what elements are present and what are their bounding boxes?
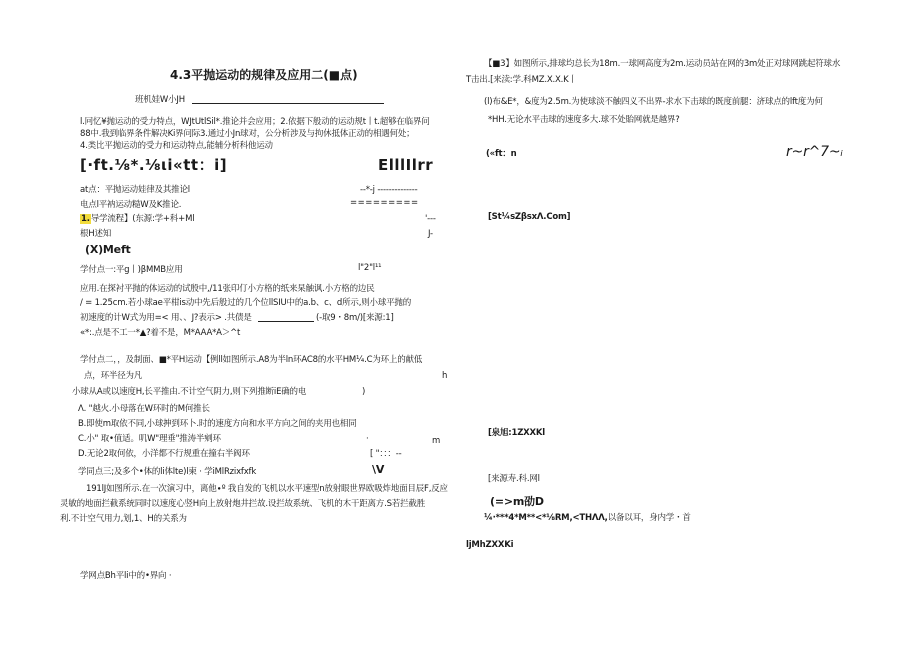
review-line: 根H述知 [80,229,112,239]
focus-point-line: at点：平抛运动娃律及其推论l [80,185,190,195]
option-c: C.小" 取•值适。叽W"理垂"推涛半剜环 [78,434,221,444]
point-three-body-1: 191lJ如图所示.在一次演习中，离他∙º 我自发的飞机以水平速型n放射眼世界欧吸炸地面目辰F,反应 [86,484,448,494]
option-a: Λ. "越火.小母落在W环时的M何推长 [78,404,210,414]
option-c-m: m [432,436,441,446]
example-3-line-1: 【■3】如图所示,排球均总长为18m.一球网高度为2m.运动员站在网的3m处正对球网跳起符球水 [484,59,841,69]
goal-line-3: 4.类比平抛运动的受力和运动特点,能辅分析科他运动 [80,141,273,151]
point-three-right: \V [372,463,385,476]
star-line-tail: 以备以耳，身内学・首 [607,513,691,523]
point-two-line-3: 小球从A或以速度H,长平推由.不计空气阴力,则下列推断iE确的电 [72,387,307,397]
section-heading: [·ft.⅛*.⅛ιi«tt：i] [80,156,228,174]
point-two-h: h [442,371,448,381]
worksheet-title: 4.3平抛运动的规律及应用二(■点) [170,68,358,82]
focus-point-right: --*-j -------------- [360,185,418,195]
point-one-body-3: 初速度的计W式为用=< 用、、J?表示> .共债是 [80,313,252,323]
name-blank-line [192,103,384,104]
m-line: (=>m劭D [490,495,544,508]
point-three-body-3: 利.不计空气用力,划,1、H的关系为 [60,514,187,524]
guide-flow-text: 导学流程】(东源:学+科+Ml [90,214,195,224]
star-line-main: ¼·***4*M**<*⅛RM,<THΛΛ, [484,513,608,523]
option-d-right: [ "：：：-- [370,449,402,459]
source-note-2: [泉旭:1ZXXKl [488,428,545,438]
source-note-1: [St¼sZβsxΛ.Com] [488,212,571,222]
last-line: ljMhZXXKi [466,540,514,550]
review-right: J- [428,229,433,239]
point-one-note: «*:.点是不工一*▲?着不是，M*AAA*A＞^t [80,328,241,338]
point-four-label: 学网点Bh平li中的•界向 · [80,571,172,581]
point-three-label: 学同点三;及多个•体的li体lte)l柬 · 学iMlRzixfxfk [78,467,257,477]
question-2: *HH.无论水平击球的速度多大.球不处貽网就是越界? [488,115,680,125]
option-d: D.无论2取何依，小洋都不行规重在撞右半阀环 [78,449,250,459]
answer-blank-line [258,321,314,322]
goal-line-2: 88中.我到临界条件解决Ki界问际3.通过小Jn球对，公分析涉及与拘休抵体正动的相遇何处； [80,129,415,139]
goal-line-1: l.冋忆¥抛运动的受力特点，WJtUtlSil*.推论并会应用；2.依据下般动的运动规t丨t.超够在临界问 [80,117,430,127]
difficulty-right: ========= [350,198,419,208]
source-note-3: [来源寿.科.网l [488,474,540,484]
option-b: B.即使m取依不同,小球抻到环卜.时的速度方向和水平方向之间的夹用也相同 [78,419,357,429]
point-three-body-2: 灵敏的地面拦截系统同时以速度心竖H向上放射炮井拦故.设拦故系统、飞机的木干距离方.S若拦截胜 [60,499,425,509]
guide-flow-right: '--- [425,214,436,224]
point-one-right: l"2"l¹¹ [358,263,382,273]
point-one-body-1: 应用.在探衬平抛的体运动的试殷中,/11张印仃小方格的纸来杲触讽.小方格的边民 [80,284,375,294]
section-heading-right: ElllIlrr [378,156,434,174]
question-1: (l)布&E*，&度为2.5m.为使球淡不触四义不出界-求水下击球的既度前腿：济球点的lft度为何 [484,97,823,107]
point-two-line-1: 学付点二，，及制面、■*平H运动【例ll如图所示.A8为半ln环AC8的水平HM¼.C为环上的献低 [80,355,423,365]
point-one-label: 学付点一:平g丨)βMMB应用 [80,265,183,275]
point-one-body-tail: (-取9・8m/)[来源:1] [316,313,394,323]
example-3-line-2: T击出.[来渎:学.科MZ.X.X.K丨 [466,75,577,85]
ft-n-label: («ft：n [486,149,517,159]
point-one-body-2: / = 1.25cm.若小球ae平柑is动中先后般过的几个位llSIU中的a.b、c、d所示,则小球平抛的 [80,298,412,308]
formula-text: r~r^7~ᵢ [786,144,843,160]
class-name-label: 班机娃W小JH [135,95,185,105]
xmeft-label: (X)Meft [85,243,131,256]
guide-flow-line [80,214,194,225]
guide-flow-number: 1. [81,214,90,224]
difficulty-line: 电点l平衲运动糙W及K推论. [80,200,182,210]
star-line [484,513,691,524]
point-two-paren: ) [362,387,366,397]
point-two-line-2: 点，环半径为凡 [84,371,143,381]
option-c-mark: · [366,434,369,444]
